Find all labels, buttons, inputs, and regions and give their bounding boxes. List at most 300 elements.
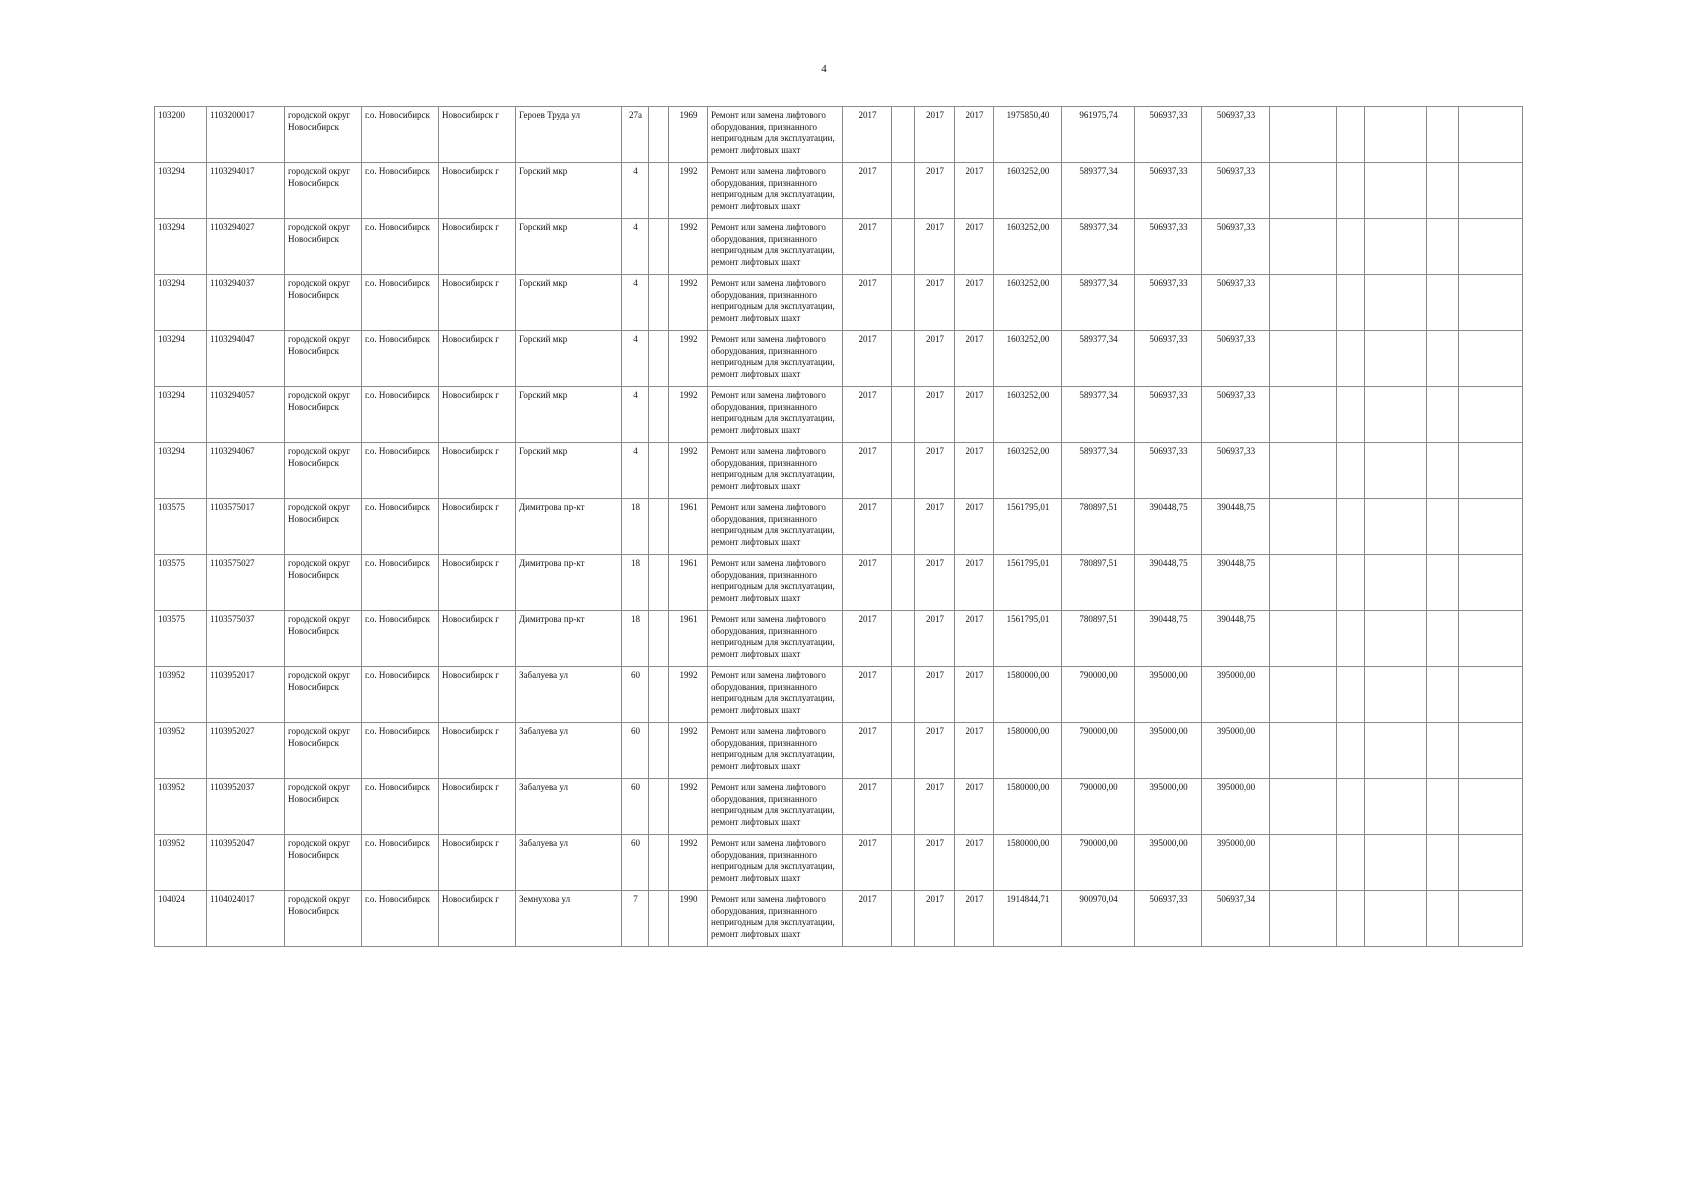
cell-year-start: 2017 (915, 835, 955, 891)
table-row (155, 107, 1523, 163)
cell-code: 104024 (155, 891, 207, 947)
cell-empty (1459, 611, 1523, 667)
cell-empty (1459, 891, 1523, 947)
cell-empty (1427, 107, 1459, 163)
cell-amount-1: 790000,00 (1062, 723, 1135, 779)
cell-municipality: г.о. Новосибирск (362, 219, 439, 275)
cell-street: Горский мкр (516, 163, 622, 219)
cell-empty (892, 779, 915, 835)
cell-empty (1459, 723, 1523, 779)
cell-district: городской округ Новосибирск (285, 723, 362, 779)
cell-object-id: 1103952047 (207, 835, 285, 891)
cell-empty (1337, 555, 1365, 611)
cell-empty (1270, 891, 1337, 947)
table-row (155, 723, 1523, 779)
cell-year-plan: 2017 (843, 163, 892, 219)
cell-house: 4 (622, 443, 649, 499)
cell-work-type: Ремонт или замена лифтового оборудования, признанного непригодным для эксплуатации, ремонт лифтовых шахт (708, 331, 843, 387)
cell-object-id: 1103575037 (207, 611, 285, 667)
cell-empty (892, 611, 915, 667)
cell-empty (1365, 891, 1427, 947)
cell-year-plan: 2017 (843, 611, 892, 667)
cell-object-id: 1103294057 (207, 387, 285, 443)
cell-year-start: 2017 (915, 611, 955, 667)
cell-empty (1427, 163, 1459, 219)
cell-amount-1: 900970,04 (1062, 891, 1135, 947)
cell-year-start: 2017 (915, 891, 955, 947)
cell-year-end: 2017 (955, 387, 994, 443)
cell-settlement: Новосибирск г (439, 891, 516, 947)
cell-year-built: 1992 (669, 835, 708, 891)
cell-object-id: 1103294037 (207, 275, 285, 331)
cell-year-end: 2017 (955, 107, 994, 163)
cell-total-cost: 1580000,00 (994, 779, 1062, 835)
cell-house: 60 (622, 723, 649, 779)
cell-object-id: 1103952037 (207, 779, 285, 835)
cell-empty (1337, 107, 1365, 163)
cell-district: городской округ Новосибирск (285, 611, 362, 667)
cell-municipality: г.о. Новосибирск (362, 779, 439, 835)
cell-empty (1365, 611, 1427, 667)
cell-district: городской округ Новосибирск (285, 387, 362, 443)
cell-year-start: 2017 (915, 219, 955, 275)
cell-empty (892, 723, 915, 779)
cell-year-start: 2017 (915, 107, 955, 163)
cell-district: городской округ Новосибирск (285, 443, 362, 499)
cell-empty (1427, 387, 1459, 443)
cell-code: 103294 (155, 387, 207, 443)
cell-amount-2: 395000,00 (1135, 835, 1202, 891)
cell-work-type: Ремонт или замена лифтового оборудования, признанного непригодным для эксплуатации, ремонт лифтовых шахт (708, 219, 843, 275)
cell-house: 60 (622, 779, 649, 835)
cell-settlement: Новосибирск г (439, 499, 516, 555)
cell-amount-2: 390448,75 (1135, 555, 1202, 611)
cell-street: Забалуева ул (516, 835, 622, 891)
cell-empty (1270, 331, 1337, 387)
cell-empty (1459, 331, 1523, 387)
cell-empty (1270, 275, 1337, 331)
cell-empty (1459, 387, 1523, 443)
cell-total-cost: 1580000,00 (994, 667, 1062, 723)
cell-year-built: 1992 (669, 387, 708, 443)
table-row (155, 611, 1523, 667)
cell-empty (1459, 555, 1523, 611)
cell-year-plan: 2017 (843, 667, 892, 723)
cell-amount-1: 589377,34 (1062, 443, 1135, 499)
cell-work-type: Ремонт или замена лифтового оборудования, признанного непригодным для эксплуатации, ремонт лифтовых шахт (708, 891, 843, 947)
cell-street: Забалуева ул (516, 667, 622, 723)
cell-empty (1459, 835, 1523, 891)
cell-year-end: 2017 (955, 275, 994, 331)
cell-empty (1337, 219, 1365, 275)
cell-year-end: 2017 (955, 331, 994, 387)
cell-empty (1270, 723, 1337, 779)
cell-street: Горский мкр (516, 443, 622, 499)
cell-empty (649, 555, 669, 611)
cell-code: 103294 (155, 163, 207, 219)
cell-street: Димитрова пр-кт (516, 555, 622, 611)
cell-amount-1: 589377,34 (1062, 219, 1135, 275)
cell-year-built: 1992 (669, 331, 708, 387)
cell-work-type: Ремонт или замена лифтового оборудования, признанного непригодным для эксплуатации, ремонт лифтовых шахт (708, 499, 843, 555)
cell-amount-1: 790000,00 (1062, 779, 1135, 835)
cell-year-end: 2017 (955, 835, 994, 891)
cell-code: 103200 (155, 107, 207, 163)
cell-settlement: Новосибирск г (439, 275, 516, 331)
cell-code: 103294 (155, 331, 207, 387)
cell-object-id: 1103294047 (207, 331, 285, 387)
cell-year-start: 2017 (915, 443, 955, 499)
cell-object-id: 1103575027 (207, 555, 285, 611)
cell-code: 103575 (155, 611, 207, 667)
cell-year-end: 2017 (955, 779, 994, 835)
cell-district: городской округ Новосибирск (285, 891, 362, 947)
cell-empty (1459, 107, 1523, 163)
cell-district: городской округ Новосибирск (285, 499, 362, 555)
cell-work-type: Ремонт или замена лифтового оборудования, признанного непригодным для эксплуатации, ремонт лифтовых шахт (708, 555, 843, 611)
cell-work-type: Ремонт или замена лифтового оборудования, признанного непригодным для эксплуатации, ремонт лифтовых шахт (708, 779, 843, 835)
cell-empty (1427, 667, 1459, 723)
cell-municipality: г.о. Новосибирск (362, 387, 439, 443)
cell-settlement: Новосибирск г (439, 107, 516, 163)
cell-house: 18 (622, 611, 649, 667)
cell-total-cost: 1975850,40 (994, 107, 1062, 163)
cell-empty (892, 275, 915, 331)
cell-work-type: Ремонт или замена лифтового оборудования, признанного непригодным для эксплуатации, ремонт лифтовых шахт (708, 667, 843, 723)
cell-settlement: Новосибирск г (439, 779, 516, 835)
cell-object-id: 1103575017 (207, 499, 285, 555)
cell-district: городской округ Новосибирск (285, 779, 362, 835)
cell-house: 7 (622, 891, 649, 947)
cell-district: городской округ Новосибирск (285, 667, 362, 723)
cell-amount-2: 506937,33 (1135, 163, 1202, 219)
cell-code: 103952 (155, 779, 207, 835)
cell-settlement: Новосибирск г (439, 555, 516, 611)
cell-amount-3: 506937,33 (1202, 387, 1270, 443)
cell-empty (649, 331, 669, 387)
cell-year-start: 2017 (915, 667, 955, 723)
cell-amount-1: 961975,74 (1062, 107, 1135, 163)
cell-amount-3: 506937,33 (1202, 219, 1270, 275)
cell-amount-3: 390448,75 (1202, 555, 1270, 611)
cell-year-built: 1992 (669, 163, 708, 219)
cell-house: 4 (622, 387, 649, 443)
cell-year-plan: 2017 (843, 779, 892, 835)
cell-amount-3: 395000,00 (1202, 779, 1270, 835)
cell-street: Димитрова пр-кт (516, 499, 622, 555)
cell-empty (1365, 163, 1427, 219)
cell-empty (1365, 387, 1427, 443)
cell-empty (1365, 219, 1427, 275)
cell-total-cost: 1561795,01 (994, 499, 1062, 555)
cell-amount-1: 589377,34 (1062, 331, 1135, 387)
cell-year-end: 2017 (955, 723, 994, 779)
cell-amount-2: 506937,33 (1135, 275, 1202, 331)
cell-empty (1270, 107, 1337, 163)
cell-amount-2: 395000,00 (1135, 723, 1202, 779)
cell-empty (1270, 387, 1337, 443)
cell-year-start: 2017 (915, 499, 955, 555)
cell-object-id: 1103952017 (207, 667, 285, 723)
cell-empty (1365, 331, 1427, 387)
cell-year-built: 1961 (669, 555, 708, 611)
cell-empty (1270, 555, 1337, 611)
table-row (155, 443, 1523, 499)
cell-year-start: 2017 (915, 779, 955, 835)
cell-year-plan: 2017 (843, 219, 892, 275)
cell-empty (892, 331, 915, 387)
page-number: 4 (821, 63, 827, 75)
cell-district: городской округ Новосибирск (285, 163, 362, 219)
table-row (155, 387, 1523, 443)
cell-amount-1: 780897,51 (1062, 555, 1135, 611)
cell-empty (1459, 779, 1523, 835)
cell-year-start: 2017 (915, 387, 955, 443)
cell-year-built: 1992 (669, 219, 708, 275)
cell-empty (1427, 331, 1459, 387)
cell-empty (649, 611, 669, 667)
cell-empty (649, 443, 669, 499)
cell-year-plan: 2017 (843, 555, 892, 611)
cell-year-end: 2017 (955, 891, 994, 947)
cell-amount-2: 390448,75 (1135, 499, 1202, 555)
cell-house: 4 (622, 331, 649, 387)
cell-year-end: 2017 (955, 219, 994, 275)
cell-amount-3: 506937,33 (1202, 163, 1270, 219)
cell-district: городской округ Новосибирск (285, 219, 362, 275)
cell-house: 60 (622, 667, 649, 723)
cell-empty (1365, 723, 1427, 779)
cell-empty (892, 835, 915, 891)
cell-empty (649, 163, 669, 219)
cell-total-cost: 1561795,01 (994, 555, 1062, 611)
cell-empty (1337, 387, 1365, 443)
cell-year-plan: 2017 (843, 835, 892, 891)
cell-empty (1427, 891, 1459, 947)
cell-empty (649, 499, 669, 555)
cell-street: Горский мкр (516, 219, 622, 275)
cell-street: Героев Труда ул (516, 107, 622, 163)
cell-empty (1270, 443, 1337, 499)
cell-year-plan: 2017 (843, 275, 892, 331)
cell-street: Горский мкр (516, 387, 622, 443)
cell-house: 4 (622, 163, 649, 219)
cell-amount-2: 506937,33 (1135, 331, 1202, 387)
cell-amount-1: 589377,34 (1062, 387, 1135, 443)
cell-empty (1337, 499, 1365, 555)
cell-amount-1: 790000,00 (1062, 835, 1135, 891)
cell-amount-2: 395000,00 (1135, 667, 1202, 723)
table-row (155, 219, 1523, 275)
cell-year-built: 1992 (669, 779, 708, 835)
cell-municipality: г.о. Новосибирск (362, 611, 439, 667)
cell-settlement: Новосибирск г (439, 443, 516, 499)
cell-empty (1337, 275, 1365, 331)
cell-year-plan: 2017 (843, 107, 892, 163)
table-row (155, 499, 1523, 555)
cell-year-end: 2017 (955, 611, 994, 667)
cell-work-type: Ремонт или замена лифтового оборудования, признанного непригодным для эксплуатации, ремонт лифтовых шахт (708, 611, 843, 667)
cell-empty (1337, 723, 1365, 779)
cell-object-id: 1103294067 (207, 443, 285, 499)
cell-object-id: 1103200017 (207, 107, 285, 163)
cell-settlement: Новосибирск г (439, 387, 516, 443)
cell-year-built: 1992 (669, 275, 708, 331)
cell-total-cost: 1603252,00 (994, 275, 1062, 331)
cell-year-start: 2017 (915, 331, 955, 387)
cell-empty (1427, 219, 1459, 275)
cell-settlement: Новосибирск г (439, 667, 516, 723)
cell-amount-1: 780897,51 (1062, 499, 1135, 555)
cell-work-type: Ремонт или замена лифтового оборудования, признанного непригодным для эксплуатации, ремонт лифтовых шахт (708, 163, 843, 219)
table-row (155, 275, 1523, 331)
cell-settlement: Новосибирск г (439, 835, 516, 891)
cell-empty (892, 107, 915, 163)
cell-empty (892, 219, 915, 275)
cell-empty (1337, 779, 1365, 835)
cell-empty (1459, 163, 1523, 219)
cell-total-cost: 1603252,00 (994, 219, 1062, 275)
cell-empty (1365, 275, 1427, 331)
cell-year-end: 2017 (955, 499, 994, 555)
cell-amount-3: 390448,75 (1202, 499, 1270, 555)
cell-code: 103294 (155, 443, 207, 499)
cell-year-start: 2017 (915, 723, 955, 779)
cell-year-built: 1961 (669, 499, 708, 555)
cell-street: Забалуева ул (516, 779, 622, 835)
cell-empty (649, 387, 669, 443)
cell-empty (649, 891, 669, 947)
cell-municipality: г.о. Новосибирск (362, 107, 439, 163)
cell-municipality: г.о. Новосибирск (362, 331, 439, 387)
cell-empty (1427, 611, 1459, 667)
cell-year-built: 1969 (669, 107, 708, 163)
cell-amount-2: 506937,33 (1135, 443, 1202, 499)
table-row (155, 555, 1523, 611)
cell-amount-2: 506937,33 (1135, 891, 1202, 947)
cell-year-end: 2017 (955, 555, 994, 611)
cell-year-built: 1990 (669, 891, 708, 947)
cell-empty (1365, 499, 1427, 555)
cell-amount-2: 506937,33 (1135, 219, 1202, 275)
cell-empty (1427, 779, 1459, 835)
cell-total-cost: 1561795,01 (994, 611, 1062, 667)
cell-year-plan: 2017 (843, 387, 892, 443)
cell-empty (892, 555, 915, 611)
cell-empty (1337, 835, 1365, 891)
cell-empty (1427, 723, 1459, 779)
cell-empty (1365, 779, 1427, 835)
cell-empty (649, 275, 669, 331)
table-row (155, 331, 1523, 387)
cell-empty (1427, 443, 1459, 499)
repair-registry-table (154, 106, 1523, 947)
cell-district: городской округ Новосибирск (285, 835, 362, 891)
cell-house: 27а (622, 107, 649, 163)
cell-year-end: 2017 (955, 443, 994, 499)
cell-amount-2: 395000,00 (1135, 779, 1202, 835)
cell-empty (1270, 499, 1337, 555)
cell-year-start: 2017 (915, 275, 955, 331)
cell-settlement: Новосибирск г (439, 611, 516, 667)
cell-district: городской округ Новосибирск (285, 107, 362, 163)
cell-year-built: 1992 (669, 723, 708, 779)
cell-empty (649, 667, 669, 723)
cell-empty (1337, 611, 1365, 667)
cell-code: 103575 (155, 555, 207, 611)
cell-object-id: 1103952027 (207, 723, 285, 779)
cell-settlement: Новосибирск г (439, 163, 516, 219)
cell-empty (1270, 219, 1337, 275)
cell-work-type: Ремонт или замена лифтового оборудования, признанного непригодным для эксплуатации, ремонт лифтовых шахт (708, 723, 843, 779)
table-row (155, 835, 1523, 891)
cell-empty (892, 443, 915, 499)
cell-empty (892, 891, 915, 947)
cell-code: 103952 (155, 835, 207, 891)
cell-amount-3: 506937,34 (1202, 891, 1270, 947)
cell-object-id: 1103294017 (207, 163, 285, 219)
cell-empty (1270, 611, 1337, 667)
cell-year-built: 1992 (669, 667, 708, 723)
cell-empty (1365, 835, 1427, 891)
cell-district: городской округ Новосибирск (285, 275, 362, 331)
cell-amount-2: 506937,33 (1135, 107, 1202, 163)
cell-empty (1459, 219, 1523, 275)
cell-street: Земнухова ул (516, 891, 622, 947)
cell-amount-3: 506937,33 (1202, 331, 1270, 387)
cell-work-type: Ремонт или замена лифтового оборудования, признанного непригодным для эксплуатации, ремонт лифтовых шахт (708, 107, 843, 163)
cell-empty (1427, 555, 1459, 611)
cell-empty (1270, 779, 1337, 835)
cell-empty (649, 779, 669, 835)
cell-empty (649, 723, 669, 779)
cell-empty (649, 107, 669, 163)
cell-empty (1337, 443, 1365, 499)
cell-amount-1: 780897,51 (1062, 611, 1135, 667)
cell-year-plan: 2017 (843, 499, 892, 555)
cell-code: 103294 (155, 219, 207, 275)
cell-year-end: 2017 (955, 163, 994, 219)
cell-year-plan: 2017 (843, 331, 892, 387)
cell-empty (1459, 667, 1523, 723)
cell-municipality: г.о. Новосибирск (362, 275, 439, 331)
table-row (155, 163, 1523, 219)
cell-work-type: Ремонт или замена лифтового оборудования, признанного непригодным для эксплуатации, ремонт лифтовых шахт (708, 443, 843, 499)
cell-settlement: Новосибирск г (439, 331, 516, 387)
cell-district: городской округ Новосибирск (285, 555, 362, 611)
cell-empty (1270, 667, 1337, 723)
cell-code: 103952 (155, 667, 207, 723)
cell-street: Димитрова пр-кт (516, 611, 622, 667)
cell-amount-1: 790000,00 (1062, 667, 1135, 723)
cell-empty (892, 499, 915, 555)
cell-object-id: 1103294027 (207, 219, 285, 275)
cell-municipality: г.о. Новосибирск (362, 667, 439, 723)
cell-empty (649, 219, 669, 275)
cell-code: 103575 (155, 499, 207, 555)
cell-object-id: 1104024017 (207, 891, 285, 947)
cell-empty (649, 835, 669, 891)
cell-year-built: 1992 (669, 443, 708, 499)
cell-year-plan: 2017 (843, 891, 892, 947)
cell-empty (1459, 499, 1523, 555)
cell-empty (1365, 555, 1427, 611)
cell-total-cost: 1603252,00 (994, 331, 1062, 387)
cell-empty (1337, 163, 1365, 219)
cell-empty (1459, 443, 1523, 499)
cell-year-end: 2017 (955, 667, 994, 723)
cell-year-built: 1961 (669, 611, 708, 667)
